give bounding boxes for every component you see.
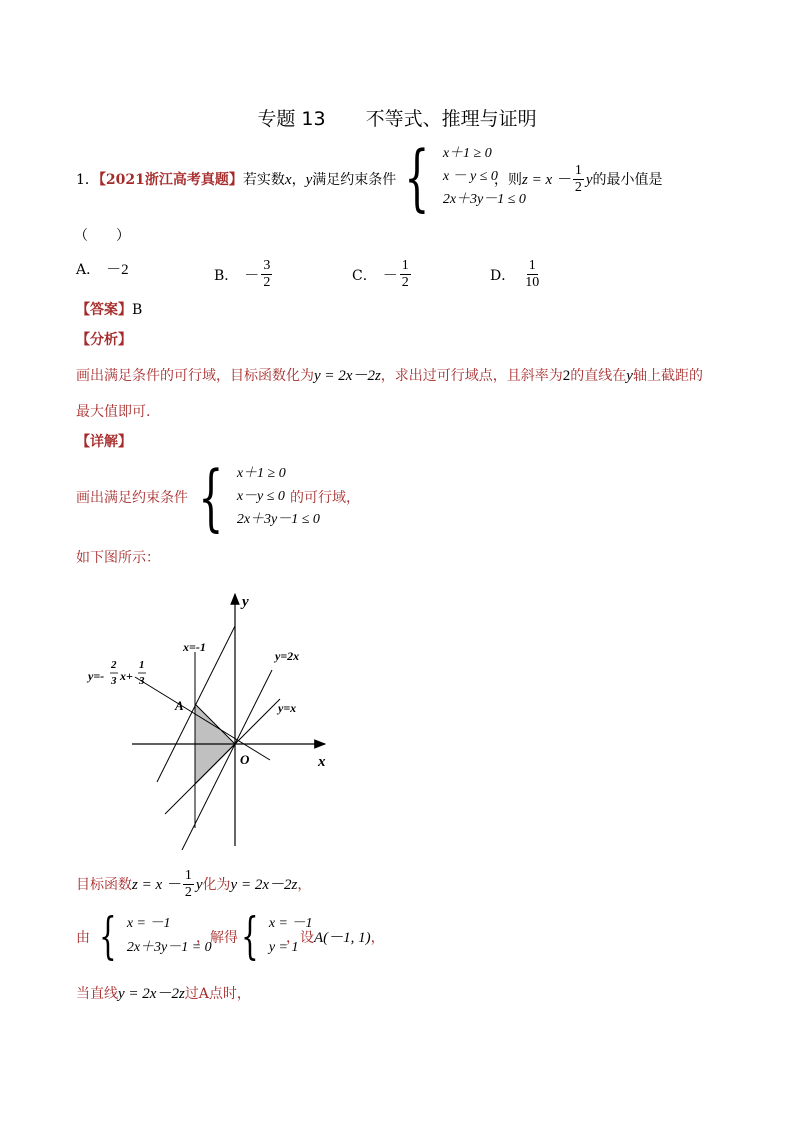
left-brace: { [198,455,224,539]
point-a: A(－1, 1) [314,930,371,946]
analysis-text-c: 的直线在 [570,368,627,384]
detail-tag-text: 【详解】 [76,434,132,450]
solution-eq2: y = 2x－2z [230,876,298,893]
solution-text-b: 化为 [202,876,231,893]
objective-left: z = x － [522,171,571,188]
set-text: ，设 [286,930,314,946]
x-axis-label: x [318,754,326,770]
analysis-equation: y = 2x－2z [314,368,381,384]
frac-den: 10 [525,275,540,290]
page-title [0,104,794,131]
analysis-text-d: 轴上截距的 [632,368,703,384]
objective-right: y [585,171,593,188]
y-axis-label: y [242,594,249,610]
frac-num: 1 [528,258,536,273]
origin-label: O [240,752,250,767]
label-l-f1-den: 3 [111,675,117,687]
frac-den: 2 [184,885,192,900]
option-c-fraction [400,258,411,291]
detail-draw-tail: 的可行域， [290,490,360,506]
option-b-label: B． [214,267,239,284]
result-y: y = 1 [268,940,299,955]
line3-text-a: 当直线 [76,986,118,1002]
solution-eq-right: y [195,876,203,893]
solution-set-point [286,928,385,948]
question-number: 1． [76,172,99,188]
option-d[interactable] [490,258,543,291]
solution-text-a: 目标函数 [76,876,132,893]
constraint-1: x＋1 ≥ 0 [236,466,286,481]
ask-text: 的最小值是 [592,171,663,188]
label-l-prefix: y=- [88,669,105,683]
figure-intro: 如下图所示： [76,550,160,566]
label-line-2x-3y [86,659,146,687]
label-y-x: y=x [278,701,297,715]
system-eq-2: 2x＋3y－1 = 0 [126,940,212,955]
solution-line-3 [76,984,251,1004]
analysis-slope: 2 [562,368,571,384]
label-y-2x: y=2x [275,649,300,663]
option-d-label: D． [490,267,516,284]
solution-line-1 [76,868,311,901]
frac-num: 1 [401,258,409,273]
constraint-2: x － y ≤ 0 [442,169,498,184]
line3-text-b: 过A点时， [184,986,251,1002]
objective-fraction [573,163,584,196]
analysis-tag-text: 【分析】 [76,332,132,348]
detail-tag [76,432,132,452]
constraint-3: 2x＋3y－1 ≤ 0 [442,192,526,207]
frac-num: 3 [263,258,271,273]
question-lead: 若实数 [242,172,285,188]
analysis-line-1 [76,366,703,386]
result-x: x = －1 [268,916,313,931]
option-b[interactable] [214,258,274,291]
set-comma: ， [370,930,385,946]
solution-fraction [183,868,194,901]
line3-eq: y = 2x－2z [118,986,185,1002]
label-l-f2-den: 3 [139,675,145,687]
label-x-minus-1: x=-1 [183,640,206,654]
then-text: ，则 [494,171,522,188]
analysis-y: y [626,368,633,384]
left-brace: { [99,907,117,965]
analysis-line-2: 最大值即可. [76,404,151,420]
comma: ， [291,172,306,188]
solution-by: 由 [76,930,90,946]
question-line [76,170,396,190]
feasible-region-figure [80,588,340,850]
var-x: x [284,172,292,188]
condition-label: 满足约束条件 [312,172,397,188]
system-eq-1: x = －1 [126,916,171,931]
option-c-label: C． [352,267,377,284]
frac-den: 2 [263,275,271,290]
option-c-sign: － [382,268,398,284]
answer-value: B [132,302,143,318]
option-b-sign: － [244,268,260,284]
option-a-value: －2 [106,262,129,278]
analysis-text-b: ，求出过可行域点，且斜率为 [380,368,563,384]
title-prefix: 专题 [257,108,296,130]
constraint-3: 2x＋3y－1 ≤ 0 [236,512,320,527]
option-a[interactable] [76,258,129,279]
solution-solve-text: ，解得 [196,930,238,946]
frac-num: 1 [574,163,582,178]
title-text: 不等式、推理与证明 [365,108,537,130]
detail-draw-lead: 画出满足约束条件 [76,490,188,506]
answer-line [76,300,142,320]
label-l-f2-num: 1 [139,659,145,671]
analysis-text-a: 画出满足条件的可行域，目标函数化为 [76,368,314,384]
option-d-fraction [523,258,541,291]
title-number: 13 [301,108,326,130]
left-brace: { [404,135,430,219]
line-y-eq-2x [170,670,272,850]
option-c[interactable] [352,258,413,291]
analysis-tag [76,330,132,350]
solution-eq-left: z = x － [132,876,181,893]
label-l-f1-num: 2 [111,659,117,671]
constraint-1: x＋1 ≥ 0 [442,146,492,161]
question-source: 【2021浙江高考真题】 [98,172,243,188]
frac-num: 1 [184,868,192,883]
left-brace: { [241,907,259,965]
option-b-fraction [261,258,272,291]
question-objective [494,163,663,196]
option-a-label: A． [76,261,101,278]
answer-paren: （ ） [74,228,130,244]
constraint-2: x－y ≤ 0 [236,489,285,504]
line-y-eq-x [165,699,280,814]
var-y: y [305,172,313,188]
solution-system [92,907,212,965]
point-a-label: A [175,698,184,713]
answer-tag: 【答案】 [76,302,132,318]
label-l-mid: x+ [120,669,133,683]
frac-den: 2 [401,275,409,290]
solution-text-c: ， [297,876,312,893]
frac-den: 2 [574,180,582,195]
